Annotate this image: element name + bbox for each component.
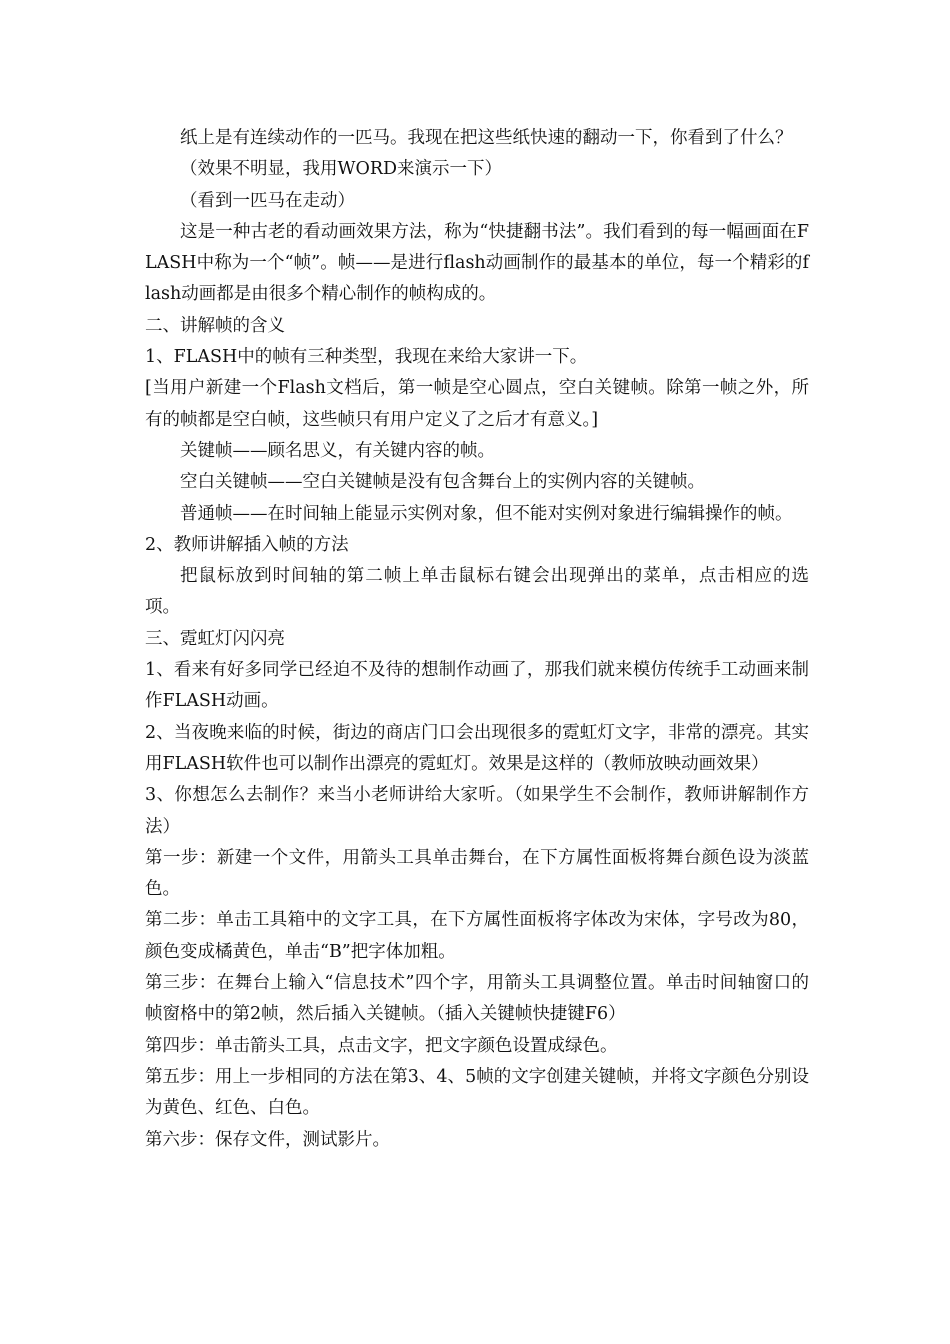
step-4: 第四步：单击箭头工具，点击文字，把文字颜色设置成绿色。	[145, 1035, 618, 1056]
paragraph-16: 3、你想怎么去制作？来当小老师讲给大家听。（如果学生不会制作，教师讲解制作方法）	[145, 785, 809, 837]
section-heading-2: 二、讲解帧的含义	[145, 315, 285, 336]
paragraph-2: （效果不明显，我用WORD来演示一下）	[180, 159, 503, 180]
paragraph-14: 1、看来有好多同学已经迫不及待的想制作动画了，那我们就来模仿传统手工动画来制作FLASH动画。	[145, 660, 809, 712]
paragraph-3: （看到一匹马在走动）	[180, 190, 355, 211]
step-5: 第五步：用上一步相同的方法在第3、4、5帧的文字创建关键帧，并将文字颜色分别设为黄色、红色、白色。	[145, 1066, 809, 1119]
paragraph-1: 纸上是有连续动作的一匹马。我现在把这些纸快速的翻动一下，你看到了什么？	[180, 128, 793, 148]
step-2: 第二步：单击工具箱中的文字工具，在下方属性面板将字体改为宋体，字号改为80，颜色变成橘黄色，单击“B”把字体加粗。	[145, 910, 809, 962]
paragraph-15: 2、当夜晚来临的时候，街边的商店门口会出现很多的霓虹灯文字，非常的漂亮。其实用FLASH软件也可以制作出漂亮的霓虹灯。效果是这样的（教师放映动画效果）	[145, 722, 809, 774]
paragraph-10: 普通帧——在时间轴上能显示实例对象，但不能对实例对象进行编辑操作的帧。	[180, 503, 793, 524]
section-heading-3: 三、霓虹灯闪闪亮	[145, 628, 285, 649]
paragraph-12: 把鼠标放到时间轴的第二帧上单击鼠标右键会出现弹出的菜单，点击相应的选项。	[145, 566, 809, 618]
step-1: 第一步：新建一个文件，用箭头工具单击舞台，在下方属性面板将舞台颜色设为淡蓝色。	[145, 847, 809, 900]
step-3: 第三步：在舞台上输入“信息技术”四个字，用箭头工具调整位置。单击时间轴窗口的帧窗格中的第2帧，然后插入关键帧。（插入关键帧快捷键F6）	[145, 973, 809, 1025]
step-6: 第六步：保存文件，测试影片。	[145, 1129, 390, 1150]
paragraph-9: 空白关键帧——空白关键帧是没有包含舞台上的实例内容的关键帧。	[180, 472, 705, 493]
document-page	[145, 123, 809, 1156]
paragraph-8: 关键帧——顾名思义，有关键内容的帧。	[180, 440, 495, 461]
paragraph-7: [当用户新建一个Flash文档后，第一帧是空心圆点，空白关键帧。除第一帧之外，所有的帧都是空白帧，这些帧只有用户定义了之后才有意义。]	[145, 378, 809, 430]
paragraph-4: 这是一种古老的看动画效果方法，称为“快捷翻书法”。我们看到的每一幅画面在FLASH中称为一个“帧”。帧——是进行flash动画制作的最基本的单位，每一个精彩的flash动画都是由很多个精心制作的帧构成的。	[145, 221, 809, 305]
paragraph-11: 2、教师讲解插入帧的方法	[145, 534, 349, 555]
paragraph-6: 1、FLASH中的帧有三种类型，我现在来给大家讲一下。	[145, 347, 588, 368]
